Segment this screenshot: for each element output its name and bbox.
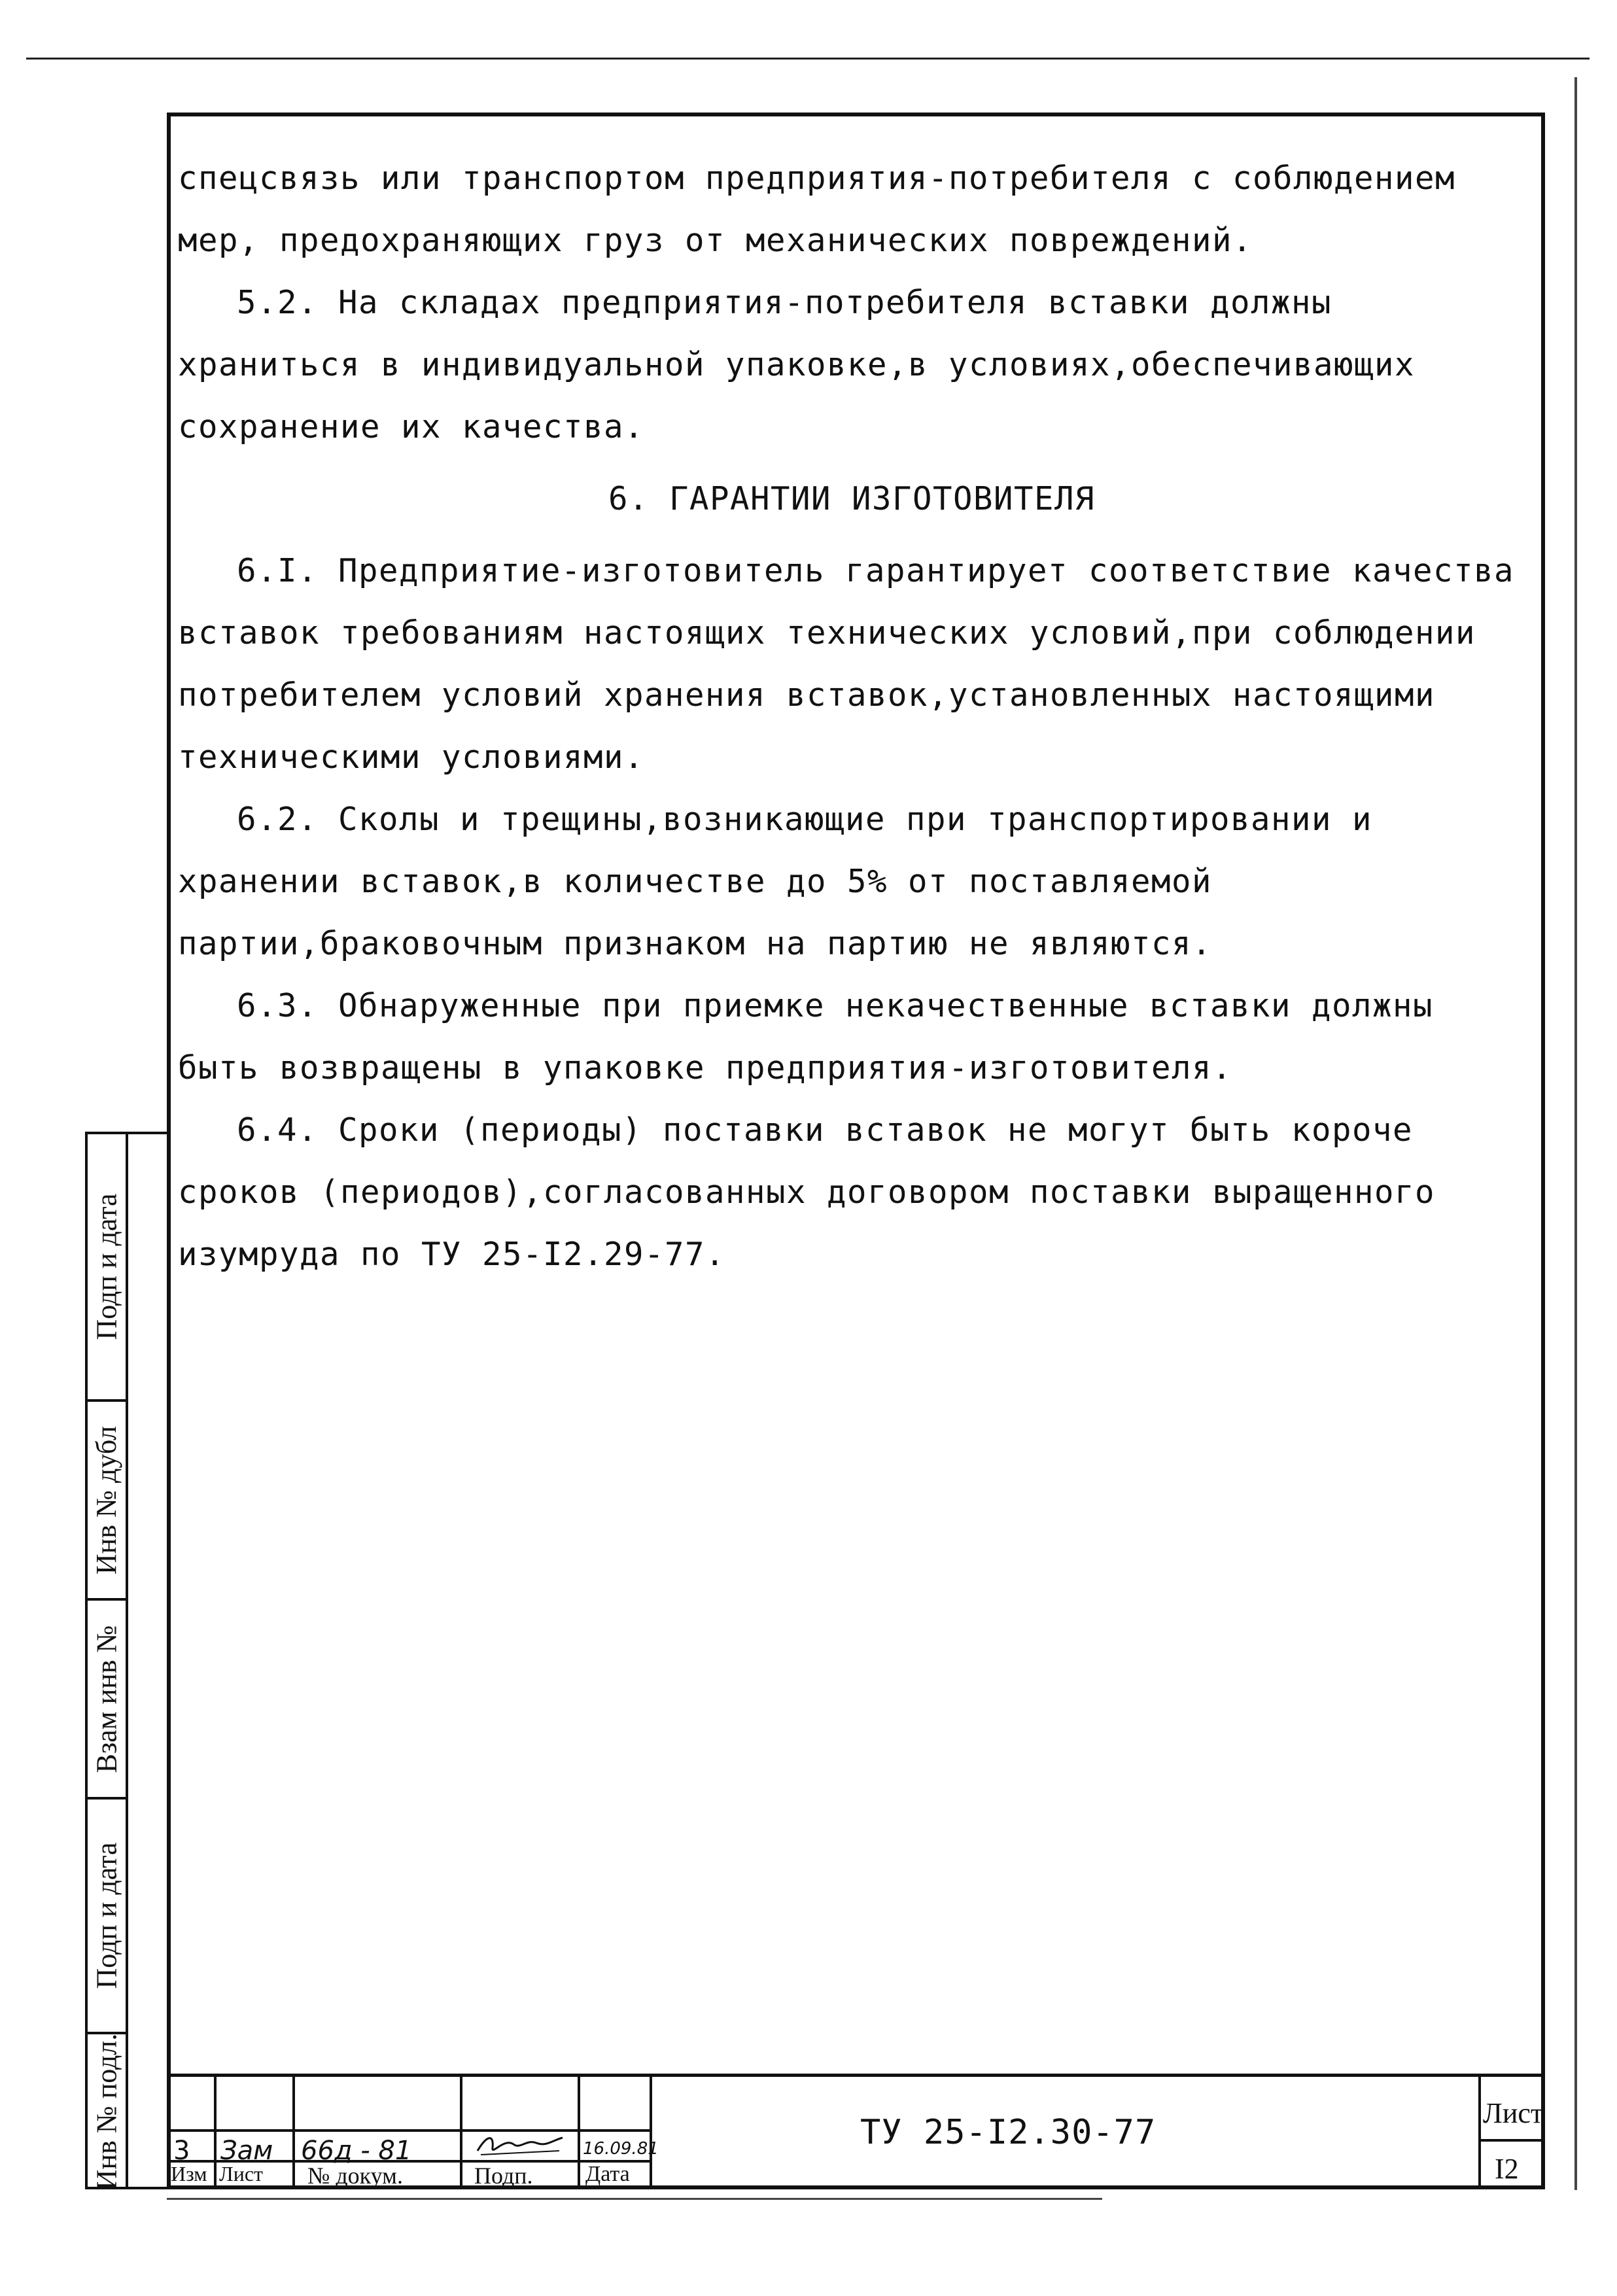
sheet-number: I2: [1495, 2153, 1519, 2185]
section-heading: 6. ГАРАНТИИ ИЗГОТОВИТЕЛЯ: [608, 480, 1095, 517]
hdr-date: Дата: [585, 2162, 630, 2186]
side-label-sign-date-2: Подп и дата: [90, 1842, 123, 1989]
side-stamp-strip: [85, 1132, 167, 2189]
rev-list: Зам: [220, 2136, 273, 2166]
hdr-doc: № докум.: [307, 2163, 403, 2189]
paragraph: 5.2. На складах предприятия-потребителя вставки должны храниться в индивидуальной упаковке,в условиях,обеспечивающих сохранение их качества.: [178, 284, 1416, 445]
paragraph: 6.4. Сроки (периоды) поставки вставок не могут быть короче сроков (периодов),согласованных договором поставки выращенного изумруда по ТУ 25-I2.29-77.: [178, 1111, 1436, 1273]
sheet-label: Лист: [1483, 2097, 1544, 2129]
paragraph: 6.I. Предприятие-изготовитель гарантирует соответствие качества вставок требованиям настоящих технических условий,при соблюдении потребителем условий хранения вставок,установленных настоящими техническими условиями.: [178, 552, 1515, 776]
document-designation: ТУ 25-I2.30-77: [860, 2113, 1156, 2152]
paragraph: спецсвязь или транспортом предприятия-потребителя с соблюдением мер, предохраняющих груз от механических повреждений.: [178, 160, 1456, 259]
rev-izm: 3: [173, 2136, 190, 2166]
document-body: [178, 147, 1525, 1285]
paragraph: 6.3. Обнаруженные при приемке некачественные вставки должны быть возвращены в упаковке предприятия-изготовителя.: [178, 987, 1434, 1087]
hdr-izm: Изм: [171, 2162, 207, 2185]
side-label-dup-inv: Инв № дубл: [90, 1425, 123, 1574]
side-label-orig-inv: Инв № подл.: [90, 2033, 123, 2191]
side-label-sign-date: Подп и дата: [90, 1193, 123, 1340]
hdr-list: Лист: [219, 2162, 264, 2185]
side-label-replace-inv: Взам инв №: [90, 1625, 123, 1773]
top-edge-line: [26, 58, 1590, 60]
rev-doc: 66д - 81: [301, 2136, 412, 2166]
paragraph: 6.2. Сколы и трещины,возникающие при транспортировании и хранении вставок,в количестве до 5% от поставляемой партии,браковочным признаком на партию не являются.: [178, 801, 1373, 962]
signature: [474, 2131, 566, 2165]
hdr-podp: Подп.: [474, 2163, 533, 2189]
right-edge-line: [1574, 77, 1577, 2190]
rev-date: 16.09.81: [583, 2139, 659, 2159]
title-block: [167, 2074, 1545, 2189]
bottom-edge-line: [167, 2198, 1102, 2200]
